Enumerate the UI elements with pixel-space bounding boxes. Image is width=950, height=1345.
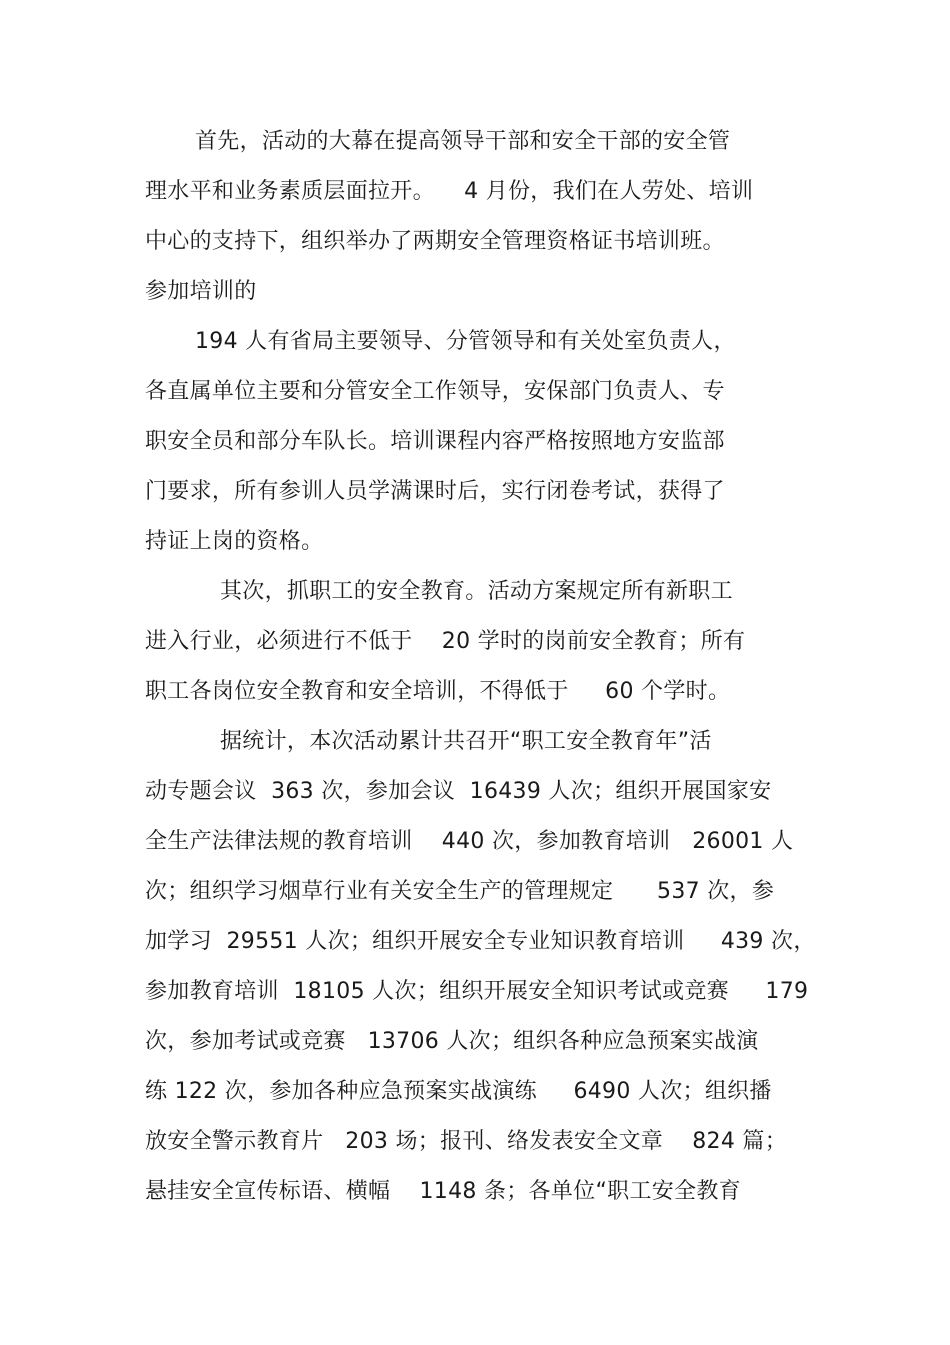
text-line: 各直属单位主要和分管安全工作领导，安保部门负责人、专	[145, 379, 725, 404]
text-line: 职工各岗位安全教育和安全培训，不得低于 60 个学时。	[145, 679, 731, 704]
text-line: 194 人有省局主要领导、分管领导和有关处室负责人，	[195, 329, 736, 354]
text-line: 次；组织学习烟草行业有关安全生产的管理规定 537 次，参	[145, 879, 775, 904]
text-line: 参加培训的	[145, 279, 257, 304]
text-line: 首先，活动的大幕在提高领导干部和安全干部的安全管	[195, 129, 731, 154]
text-line: 中心的支持下，组织举办了两期安全管理资格证书培训班。	[145, 229, 725, 254]
text-line: 进入行业，必须进行不低于 20 学时的岗前安全教育；所有	[145, 629, 746, 654]
text-line: 职安全员和部分车队长。培训课程内容严格按照地方安监部	[145, 429, 725, 454]
text-line: 门要求，所有参训人员学满课时后，实行闭卷考试，获得了	[145, 479, 725, 504]
text-line: 其次，抓职工的安全教育。活动方案规定所有新职工	[220, 579, 733, 604]
text-line: 参加教育培训 18105 人次；组织开展安全知识考试或竞赛 179	[145, 979, 809, 1004]
text-line: 全生产法律法规的教育培训 440 次，参加教育培训 26001 人	[145, 829, 794, 854]
text-line: 动专题会议 363 次，参加会议 16439 人次；组织开展国家安	[145, 779, 772, 804]
text-line: 次，参加考试或竞赛 13706 人次；组织各种应急预案实战演	[145, 1029, 759, 1054]
text-line: 持证上岗的资格。	[145, 529, 324, 554]
text-line: 加学习 29551 人次；组织开展安全专业知识教育培训 439 次，	[145, 929, 816, 954]
text-line: 据统计，本次活动累计共召开“职工安全教育年”活	[220, 729, 712, 754]
text-line: 悬挂安全宣传标语、横幅 1148 条；各单位“职工安全教育	[145, 1179, 741, 1204]
text-line: 理水平和业务素质层面拉开。 4 月份，我们在人劳处、培训	[145, 179, 754, 204]
text-line: 放安全警示教育片 203 场；报刊、络发表安全文章 824 篇；	[145, 1129, 788, 1154]
text-line: 练 122 次，参加各种应急预案实战演练 6490 人次；组织播	[145, 1079, 772, 1104]
